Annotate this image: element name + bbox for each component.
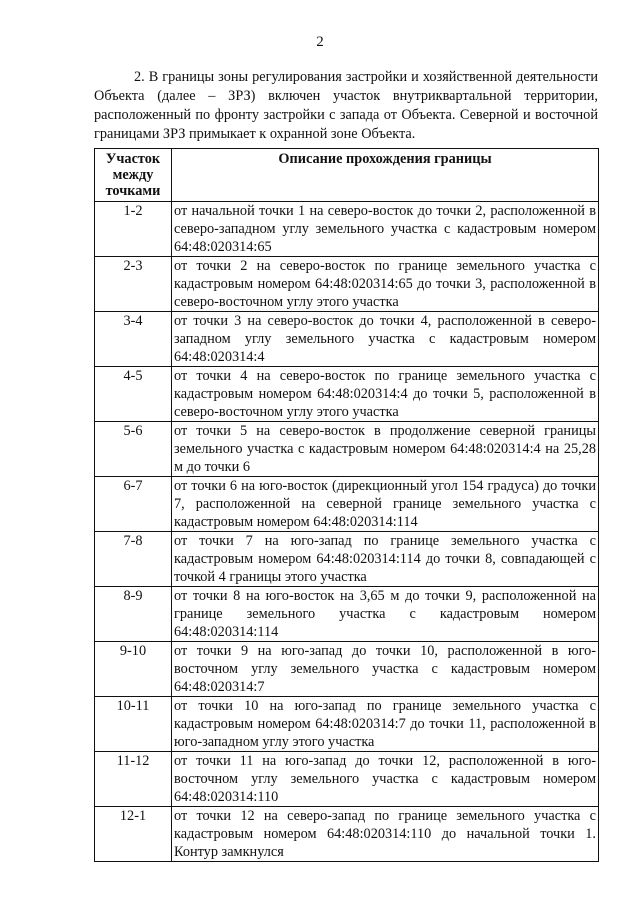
segment-cell: 2-3 (95, 257, 172, 312)
table-row (95, 532, 599, 587)
table-row (95, 587, 599, 642)
table-row (95, 477, 599, 532)
segment-cell: 3-4 (95, 312, 172, 367)
segment-cell: 11-12 (95, 752, 172, 807)
table-row (95, 697, 599, 752)
table-row (95, 642, 599, 697)
description-column-header: Описание прохождения границы (172, 149, 599, 202)
boundary-table (94, 148, 599, 862)
segment-cell: 9-10 (95, 642, 172, 697)
segment-cell: 10-11 (95, 697, 172, 752)
description-cell: от точки 12 на северо-запад по границе земельного участка с кадастровым номером 64:48:020314:110 до начальной точки 1. Контур замкнулся (172, 807, 599, 862)
description-cell: от точки 4 на северо-восток по границе земельного участка с кадастровым номером 64:48:020314:4 до точки 5, расположенной в северо-восточном углу этого участка (172, 367, 599, 422)
segment-cell: 6-7 (95, 477, 172, 532)
description-cell: от точки 10 на юго-запад по границе земельного участка с кадастровым номером 64:48:020314:7 до точки 11, расположенной в юго-западном углу этого участка (172, 697, 599, 752)
segment-column-header: Участок между точками (95, 149, 172, 202)
table-row (95, 367, 599, 422)
description-cell: от начальной точки 1 на северо-восток до точки 2, расположенной в северо-западном углу земельного участка с кадастровым номером 64:48:020314:65 (172, 202, 599, 257)
description-cell: от точки 9 на юго-запад до точки 10, расположенной в юго-восточном углу земельного участка с кадастровым номером 64:48:020314:7 (172, 642, 599, 697)
page-number: 2 (316, 34, 324, 50)
table-row (95, 257, 599, 312)
table-row (95, 752, 599, 807)
segment-cell: 12-1 (95, 807, 172, 862)
description-cell: от точки 6 на юго-восток (дирекционный угол 154 градуса) до точки 7, расположенной на северной границе земельного участка с кадастровым номером 64:48:020314:114 (172, 477, 599, 532)
table-row (95, 312, 599, 367)
table-row (95, 202, 599, 257)
segment-cell: 7-8 (95, 532, 172, 587)
description-cell: от точки 3 на северо-восток до точки 4, расположенной в северо-западном углу земельного участка с кадастровым номером 64:48:020314:4 (172, 312, 599, 367)
segment-cell: 4-5 (95, 367, 172, 422)
boundary-table-body (95, 202, 599, 862)
table-header-row (95, 149, 599, 202)
description-cell: от точки 5 на северо-восток в продолжение северной границы земельного участка с кадастровым номером 64:48:020314:4 на 25,28 м до точки 6 (172, 422, 599, 477)
description-cell: от точки 8 на юго-восток на 3,65 м до точки 9, расположенной на границе земельного участка с кадастровым номером 64:48:020314:114 (172, 587, 599, 642)
table-row (95, 807, 599, 862)
intro-paragraph: 2. В границы зоны регулирования застройки и хозяйственной деятельности Объекта (далее – ЗРЗ) включен участок внутриквартальной территории, расположенный по фронту застройки с запада от Объекта. Северной и восточной границами ЗРЗ примыкает к охранной зоне Объекта. (94, 69, 598, 142)
segment-cell: 1-2 (95, 202, 172, 257)
segment-cell: 5-6 (95, 422, 172, 477)
description-cell: от точки 11 на юго-запад до точки 12, расположенной в юго-восточном углу земельного участка с кадастровым номером 64:48:020314:110 (172, 752, 599, 807)
description-cell: от точки 2 на северо-восток по границе земельного участка с кадастровым номером 64:48:020314:65 до точки 3, расположенной в северо-восточном углу этого участка (172, 257, 599, 312)
table-row (95, 422, 599, 477)
description-cell: от точки 7 на юго-запад по границе земельного участка с кадастровым номером 64:48:020314:114 до точки 8, совпадающей с точкой 4 границы этого участка (172, 532, 599, 587)
segment-cell: 8-9 (95, 587, 172, 642)
